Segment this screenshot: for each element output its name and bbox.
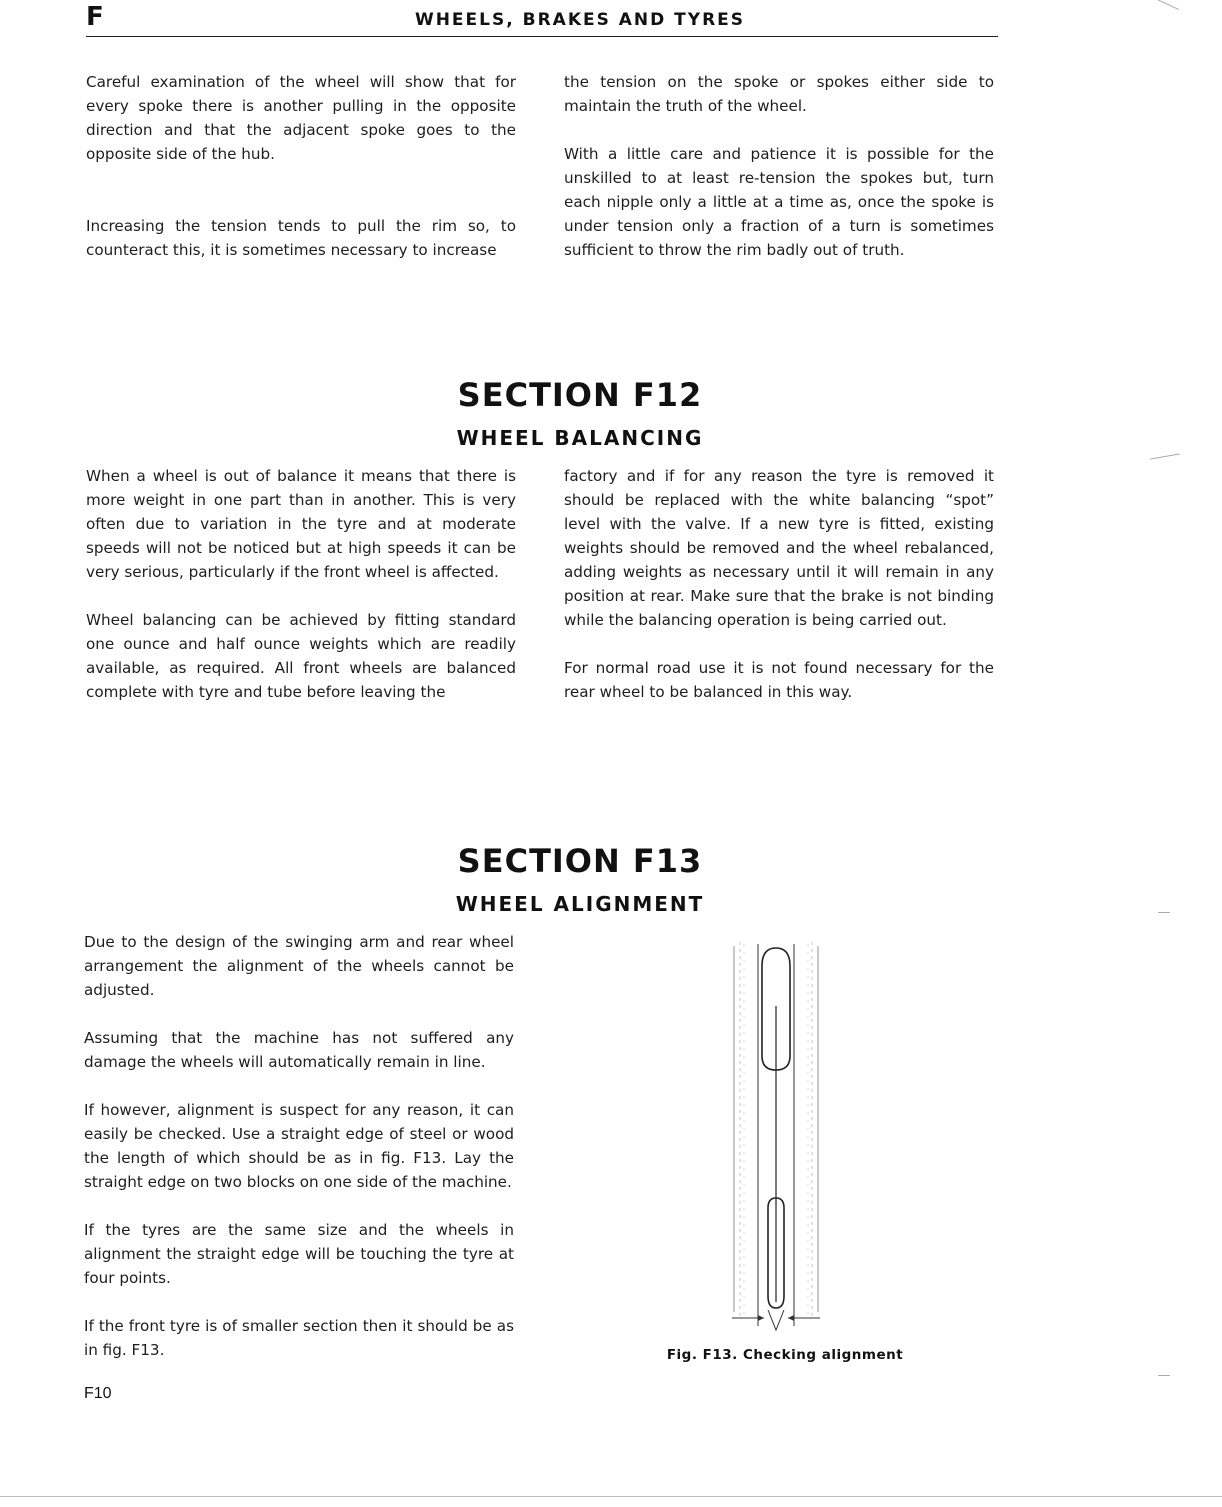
wheel-alignment-diagram-icon (712, 936, 836, 1336)
section-f13-subtitle: WHEEL ALIGNMENT (455, 892, 705, 916)
paragraph: When a wheel is out of balance it means that there is more weight in one part than in another. This is very often due to variation in the tyre and at moderate speeds will not be noticed but at high speeds it can be very serious, particularly if the front wheel is affected. (86, 467, 516, 581)
intro-right-column (564, 70, 994, 262)
scan-mark (1150, 453, 1180, 459)
section-letter: F (86, 2, 104, 32)
paragraph: With a little care and patience it is possible for the unskilled to at least re-tension the spokes but, turn each nipple only a little at a time as, once the spoke is under tension only a fraction of a turn is sometimes sufficient to throw the rim badly out of truth. (564, 145, 994, 259)
section-f13-title: SECTION F13 (457, 842, 703, 880)
chapter-title: WHEELS, BRAKES AND TYRES (414, 10, 746, 30)
f13-left-column (84, 930, 514, 1362)
paragraph: the tension on the spoke or spokes either side to maintain the truth of the wheel. (564, 73, 994, 115)
paragraph: If the front tyre is of smaller section then it should be as in fig. F13. (84, 1317, 514, 1359)
scan-mark (1158, 912, 1170, 913)
header-divider (86, 36, 998, 37)
section-f12-subtitle: WHEEL BALANCING (456, 426, 704, 450)
paragraph: If however, alignment is suspect for any reason, it can easily be checked. Use a straight edge of steel or wood the length of which should be as in fig. F13. Lay the straight edge on two blocks on one side of the machine. (84, 1101, 514, 1191)
paragraph: Careful examination of the wheel will show that for every spoke there is another pulling in the opposite direction and that the adjacent spoke goes to the opposite side of the hub. (86, 73, 516, 163)
scan-mark (1158, 1375, 1170, 1376)
figure-caption: Fig. F13. Checking alignment (666, 1347, 904, 1363)
paragraph: Assuming that the machine has not suffered any damage the wheels will automatically remain in line. (84, 1029, 514, 1071)
f12-left-column (86, 464, 516, 704)
scan-mark (1157, 0, 1179, 10)
page-number: F10 (84, 1385, 112, 1402)
intro-left-column (86, 70, 516, 262)
bottom-divider (0, 1496, 1222, 1497)
f12-right-column (564, 464, 994, 704)
section-f12-title: SECTION F12 (457, 376, 703, 414)
paragraph: Increasing the tension tends to pull the rim so, to counteract this, it is sometimes necessary to increase (86, 217, 516, 259)
paragraph: If the tyres are the same size and the wheels in alignment the straight edge will be touching the tyre at four points. (84, 1221, 514, 1287)
paragraph: Due to the design of the swinging arm and rear wheel arrangement the alignment of the wheels cannot be adjusted. (84, 933, 514, 999)
paragraph: For normal road use it is not found necessary for the rear wheel to be balanced in this way. (564, 659, 994, 701)
paragraph: Wheel balancing can be achieved by fitting standard one ounce and half ounce weights which are readily available, as required. All front wheels are balanced complete with tyre and tube before leaving the (86, 611, 516, 701)
paragraph: factory and if for any reason the tyre is removed it should be replaced with the white balancing “spot” level with the valve. If a new tyre is fitted, existing weights should be removed and the wheel rebalanced, adding weights as necessary until it will remain in any position at rear. Make sure that the brake is not binding while the balancing operation is being carried out. (564, 467, 994, 629)
